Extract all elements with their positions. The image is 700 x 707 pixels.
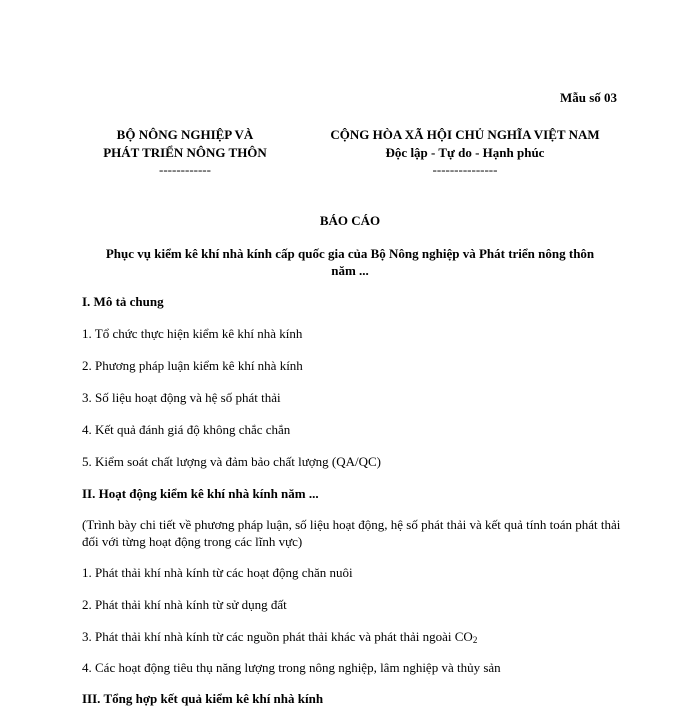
country-header: [295, 126, 635, 178]
section-1-item-2: 2. Phương pháp luận kiểm kê khí nhà kính: [82, 358, 303, 373]
section-2-note: (Trình bày chi tiết về phương pháp luận, số liệu hoạt động, hệ số phát thải và kết quả tính toán phát thải đối với từng hoạt động trong các lĩnh vực): [82, 517, 621, 549]
country-line-1: CỘNG HÒA XÃ HỘI CHỦ NGHĨA VIỆT NAM: [330, 127, 600, 142]
co2-subscript: 2: [472, 635, 478, 645]
document-subtitle: [80, 245, 620, 279]
section-2-item-1: 1. Phát thải khí nhà kính từ các hoạt động chăn nuôi: [82, 565, 353, 580]
document-title: BÁO CÁO: [319, 213, 381, 228]
ministry-header: [90, 126, 280, 178]
form-number: Mẫu số 03: [559, 90, 617, 105]
section-1-item-4: 4. Kết quả đánh giá độ không chắc chắn: [82, 422, 291, 437]
section-2-item-4: 4. Các hoạt động tiêu thụ năng lượng trong nông nghiệp, lâm nghiệp và thủy sản: [82, 660, 501, 675]
country-dashes: ---------------: [432, 162, 498, 177]
section-3-heading: III. Tổng hợp kết quả kiểm kê khí nhà kính: [82, 691, 324, 706]
country-line-2: Độc lập - Tự do - Hạnh phúc: [385, 145, 545, 160]
subtitle-line-2: năm ...: [331, 263, 369, 278]
subtitle-line-1: Phục vụ kiểm kê khí nhà kính cấp quốc gia của Bộ Nông nghiệp và Phát triển nông thôn: [105, 246, 595, 261]
ministry-dashes: ------------: [159, 162, 211, 177]
ministry-line-2: PHÁT TRIỂN NÔNG THÔN: [103, 145, 267, 160]
section-2-item-3: [82, 629, 477, 645]
section-1-heading: I. Mô tả chung: [82, 294, 164, 309]
section-2-item-3-text: 3. Phát thải khí nhà kính từ các nguồn phát thải khác và phát thải ngoài CO: [82, 629, 473, 644]
section-2-item-2: 2. Phát thải khí nhà kính từ sử dụng đất: [82, 597, 287, 612]
section-1-item-1: 1. Tổ chức thực hiện kiểm kê khí nhà kính: [82, 326, 303, 341]
section-1-item-3: 3. Số liệu hoạt động và hệ số phát thải: [82, 390, 281, 405]
section-2-heading: II. Hoạt động kiểm kê khí nhà kính năm ...: [82, 486, 319, 501]
section-1-item-5: 5. Kiểm soát chất lượng và đảm bảo chất lượng (QA/QC): [82, 454, 381, 469]
ministry-line-1: BỘ NÔNG NGHIỆP VÀ: [116, 127, 254, 142]
